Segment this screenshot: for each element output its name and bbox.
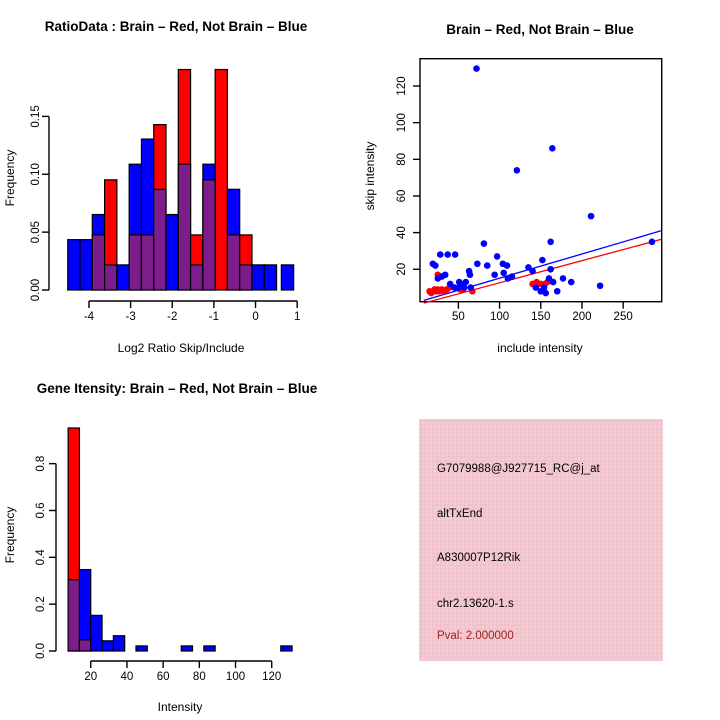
- y-tick-label: 0.4: [35, 549, 47, 566]
- x-tick-label: 60: [156, 671, 170, 683]
- blue-scatter-point: [491, 271, 498, 278]
- x-tick-label: 150: [531, 311, 551, 323]
- histogram-bar: [181, 646, 192, 651]
- blue-scatter-point: [547, 238, 554, 245]
- scatter-ylabel: skip intensity: [363, 141, 377, 211]
- gene-info-panel: [360, 360, 720, 720]
- x-tick-label: 40: [120, 671, 134, 683]
- blue-scatter-point: [529, 268, 536, 275]
- blue-scatter-point: [461, 284, 468, 291]
- blue-scatter-point: [444, 251, 451, 258]
- y-tick-label: 0.05: [30, 220, 42, 244]
- blue-scatter-point: [452, 251, 459, 258]
- blue-scatter-point: [442, 271, 449, 278]
- ratio-histogram-title: RatioData : Brain – Red, Not Brain – Blue: [44, 19, 308, 34]
- histogram-bar-overlap: [240, 265, 252, 290]
- histogram-bar: [80, 240, 92, 290]
- x-tick-label: 80: [192, 671, 206, 683]
- gene-histogram-ylabel: Frequency: [3, 506, 17, 564]
- histogram-bar: [204, 646, 215, 651]
- y-tick-label: 0.8: [35, 455, 47, 472]
- y-tick-label: 60: [396, 189, 408, 203]
- blue-scatter-point: [554, 288, 561, 295]
- histogram-bar: [117, 265, 129, 290]
- ratio-histogram-ylabel: Frequency: [3, 149, 17, 207]
- blue-scatter-point: [542, 290, 549, 297]
- y-tick-label: 0.10: [30, 163, 42, 186]
- gene-histogram-xlabel: Intensity: [157, 700, 203, 714]
- histogram-bar-overlap: [129, 235, 141, 290]
- blue-scatter-point: [568, 279, 575, 286]
- scatter-plot-area: [396, 59, 662, 323]
- x-tick-label: 200: [572, 311, 592, 323]
- histogram-bar: [79, 570, 90, 651]
- blue-scatter-point: [550, 279, 557, 286]
- blue-scatter-point: [549, 145, 556, 152]
- y-tick-label: 80: [396, 152, 408, 166]
- histogram-bar-overlap: [92, 235, 104, 290]
- blue-scatter-point: [500, 270, 507, 277]
- x-tick-label: -3: [125, 311, 136, 323]
- x-tick-label: 100: [489, 311, 510, 323]
- y-tick-label: 0.15: [30, 105, 42, 128]
- blue-scatter-point: [504, 262, 511, 269]
- histogram-bar: [281, 646, 292, 651]
- y-tick-label: 0.0: [35, 643, 47, 659]
- plot-box: [420, 59, 662, 302]
- y-tick-label: 0.2: [35, 596, 47, 613]
- y-tick-label: 120: [396, 76, 408, 96]
- ratio-histogram-xlabel: Log2 Ratio Skip/Include: [117, 341, 245, 355]
- x-tick-label: 100: [225, 671, 246, 683]
- histogram-bar: [136, 646, 147, 651]
- y-tick-label: 40: [396, 226, 408, 240]
- histogram-bar-overlap: [227, 235, 239, 290]
- x-tick-label: 20: [84, 671, 98, 683]
- chromosome-location-text: chr2.13620-1.s: [437, 598, 514, 610]
- histogram-bar: [102, 641, 113, 651]
- blue-scatter-point: [467, 271, 474, 278]
- histogram-bar: [252, 265, 264, 290]
- blue-scatter-point: [432, 262, 439, 269]
- histogram-bar-overlap: [105, 265, 117, 290]
- histogram-bar-overlap: [154, 189, 166, 290]
- scatter-title: Brain – Red, Not Brain – Blue: [446, 22, 634, 37]
- blue-scatter-point: [437, 251, 444, 258]
- histogram-bar-overlap: [203, 180, 215, 290]
- x-tick-label: 0: [252, 311, 259, 323]
- histogram-bar-overlap: [141, 235, 153, 290]
- blue-scatter-point: [649, 238, 656, 245]
- blue-scatter-point: [484, 262, 491, 269]
- gene-histogram-title: Gene Itensity: Brain – Red, Not Brain – Blue: [36, 381, 318, 396]
- blue-scatter-point: [509, 273, 516, 280]
- histogram-bar: [68, 240, 80, 290]
- x-tick-label: 1: [293, 311, 301, 323]
- ratio-histogram-plot-area: [30, 70, 300, 323]
- x-tick-label: 50: [451, 311, 465, 323]
- blue-scatter-point: [474, 260, 481, 267]
- histogram-bar: [113, 636, 124, 651]
- histogram-bar-overlap: [79, 640, 90, 651]
- x-tick-label: 250: [613, 311, 633, 323]
- histogram-bar-overlap: [191, 265, 203, 290]
- intensity-scatter-panel: [360, 0, 720, 360]
- histogram-bar-overlap: [68, 580, 79, 651]
- x-tick-label: 120: [262, 671, 282, 683]
- y-tick-label: 100: [396, 113, 408, 133]
- blue-scatter-point: [481, 240, 488, 247]
- blue-scatter-point: [467, 284, 474, 291]
- blue-scatter-point: [539, 257, 546, 264]
- blue-scatter-point: [597, 282, 604, 289]
- x-tick-label: -1: [208, 311, 220, 323]
- histogram-bar: [91, 615, 102, 651]
- histogram-bar: [264, 265, 276, 290]
- blue-scatter-point: [547, 266, 554, 273]
- blue-scatter-point: [514, 167, 521, 174]
- ratio-histogram-panel: [0, 0, 360, 360]
- histogram-bar: [281, 265, 293, 290]
- histogram-bar: [215, 70, 227, 290]
- splice-event-type-text: altTxEnd: [437, 508, 483, 520]
- blue-scatter-point: [455, 284, 462, 291]
- y-tick-label: 20: [396, 262, 408, 276]
- gene-histogram-panel: [0, 360, 360, 720]
- x-tick-label: -4: [83, 311, 95, 323]
- y-tick-label: 0.00: [30, 278, 42, 302]
- pval-text: Pval: 2.000000: [437, 630, 514, 642]
- blue-scatter-point: [588, 213, 595, 220]
- histogram-bar: [166, 215, 178, 290]
- y-tick-label: 0.6: [35, 502, 47, 519]
- blue-scatter-point: [473, 65, 480, 72]
- x-tick-label: -2: [167, 311, 178, 323]
- gene-symbol-text: A830007P12Rik: [437, 552, 521, 564]
- blue-scatter-point: [494, 253, 501, 260]
- histogram-bar-overlap: [178, 164, 190, 290]
- scatter-xlabel: include intensity: [497, 341, 583, 355]
- blue-scatter-point: [560, 275, 567, 282]
- probe-id-text: G7079988@J927715_RC@j_at: [437, 463, 600, 475]
- gene-info-box: [419, 419, 663, 661]
- gene-histogram-plot-area: [35, 428, 292, 683]
